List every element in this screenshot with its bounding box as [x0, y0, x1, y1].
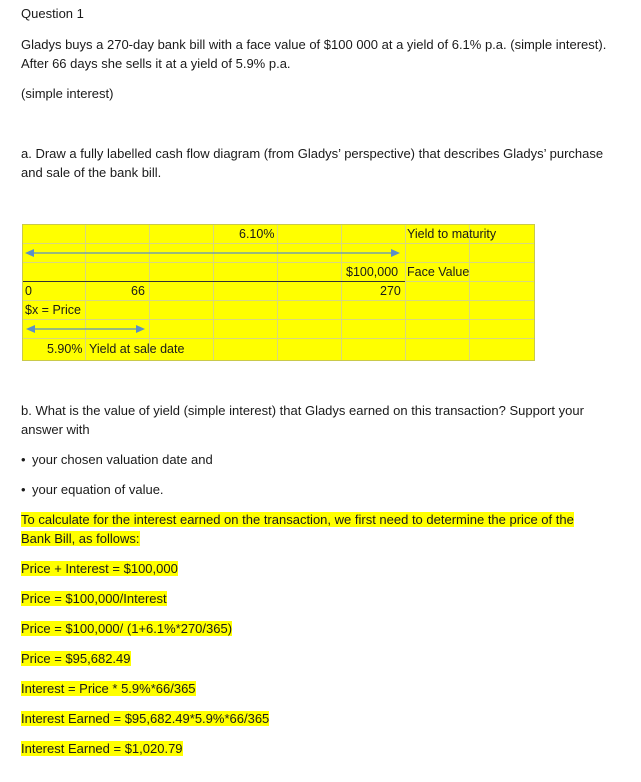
- intro-line-2: After 66 days she sells it at a yield of 5.9% p.a.: [21, 56, 291, 71]
- part-a-line-1: a. Draw a fully labelled cash flow diagram (from Gladys’ perspective) that describes Gladys’ purchase: [21, 146, 604, 161]
- cash-flow-diagram: [22, 224, 535, 361]
- answer-intro-line-2: Bank Bill, as follows:: [21, 531, 140, 546]
- bullet-item: • your equation of value.: [21, 482, 164, 497]
- bullet-icon: •: [21, 452, 26, 467]
- part-b-line-1: b. What is the value of yield (simple interest) that Gladys earned on this transaction? Support your: [21, 403, 584, 418]
- part-b-line-2: answer with: [21, 422, 90, 437]
- bullet-item: • your chosen valuation date and: [21, 452, 213, 467]
- day-start: 0: [25, 284, 32, 298]
- answer-step: Price = $95,682.49: [21, 651, 131, 666]
- timeline: [23, 281, 405, 282]
- part-a-line-2: and sale of the bank bill.: [21, 165, 162, 180]
- bullet-icon: •: [21, 482, 26, 497]
- answer-step: Interest Earned = $95,682.49*5.9%*66/365: [21, 711, 270, 726]
- answer-step: Interest Earned = $1,020.79: [21, 741, 183, 756]
- face-value-amount: $100,000: [346, 265, 399, 279]
- purchase-yield: 6.10%: [239, 227, 275, 241]
- day-sale: 66: [131, 284, 145, 298]
- yield-to-maturity-label: Yield to maturity: [407, 227, 497, 241]
- answer-step: Price + Interest = $100,000: [21, 561, 178, 576]
- sale-yield: 5.90%: [47, 342, 83, 356]
- intro-note: (simple interest): [21, 86, 114, 101]
- price-label: $x = Price: [25, 303, 81, 317]
- answer-step: Price = $100,000/Interest: [21, 591, 167, 606]
- answer-step: Interest = Price * 5.9%*66/365: [21, 681, 196, 696]
- answer-intro-line-1: To calculate for the interest earned on the transaction, we first need to determine the price of the: [21, 512, 574, 527]
- sale-arrow: [23, 320, 149, 338]
- face-value-label: Face Value: [407, 265, 470, 279]
- day-maturity: 270: [380, 284, 401, 298]
- answer-step: Price = $100,000/ (1+6.1%*270/365): [21, 621, 233, 636]
- question-title: Question 1: [21, 6, 84, 21]
- intro-line-1: Gladys buys a 270-day bank bill with a face value of $100 000 at a yield of 6.1% p.a. (simple interest).: [21, 37, 607, 52]
- maturity-arrow: [23, 244, 403, 262]
- sale-yield-label: Yield at sale date: [89, 342, 185, 356]
